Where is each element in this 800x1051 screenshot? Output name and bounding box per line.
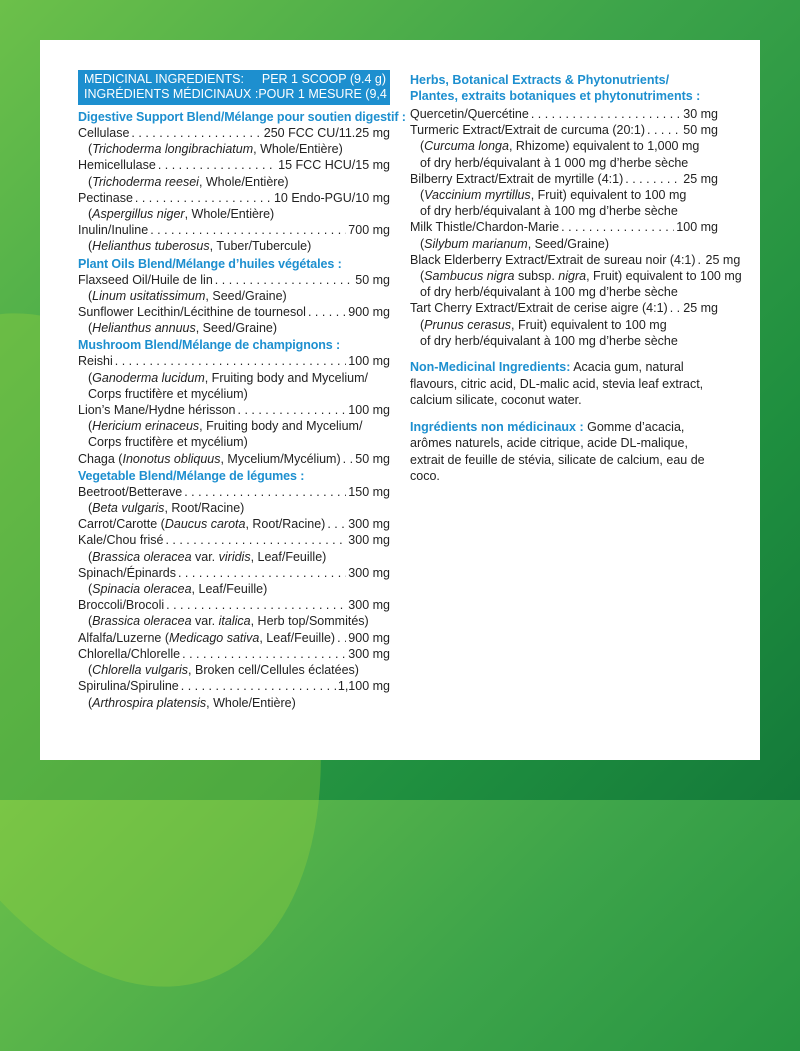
source-text: , Seed/Graine) <box>195 321 278 336</box>
ingredients-panel <box>40 40 760 760</box>
ingredient-name <box>410 300 668 316</box>
ingredient-line <box>78 451 390 467</box>
ingredient-source: (Brassica oleracea var. italica, Herb top/Sommités) <box>88 614 369 629</box>
ingredient-name-text: Chlorella/Chlorelle <box>78 646 181 661</box>
dot-leader <box>625 171 681 187</box>
ingredient-line <box>78 532 390 548</box>
dot-leader <box>308 304 346 320</box>
source-text: , Leaf/Feuille) <box>250 549 327 564</box>
source-text: , Fruit) equivalent to 100 mg <box>530 188 687 203</box>
ingredient-source <box>410 333 718 349</box>
scientific-name: Prunus cerasus <box>424 317 512 332</box>
botanical-items <box>410 106 742 349</box>
dot-leader <box>337 630 346 646</box>
section-title: Mushroom Blend/Mélange de champignons : <box>78 338 341 353</box>
ingredient-name-scientific: Daucus carota <box>164 517 246 532</box>
non-medicinal-en-text: Acacia gum, natural flavours, citric acid, DL-malic acid, stevia leaf extract, calcium silicate, coconut water. <box>410 360 704 408</box>
ingredient-source: (Aspergillus niger, Whole/Entière) <box>88 207 275 222</box>
ingredient-line <box>78 125 390 141</box>
ingredient-line <box>78 190 390 206</box>
ingredient-amount: 100 mg <box>348 403 390 418</box>
ingredient-line <box>78 222 390 238</box>
ingredient-item <box>78 532 390 564</box>
ingredient-line <box>410 300 718 316</box>
ingredient-amount: 1,100 mg <box>337 679 390 694</box>
ingredient-name-text: Kale/Chou frisé <box>78 533 164 548</box>
scientific-name: Curcuma longa <box>424 139 509 154</box>
ingredient-sections <box>78 110 406 711</box>
ingredient-line <box>410 171 718 187</box>
source-text: var. <box>191 614 219 629</box>
source-text: , Broken cell/Cellules éclatées) <box>188 663 359 678</box>
ingredient-name <box>78 402 236 418</box>
ingredient-item <box>410 171 718 220</box>
source-text: , Seed/Graine) <box>527 236 609 251</box>
dot-leader <box>647 122 681 138</box>
scientific-name: viridis <box>218 549 251 564</box>
ingredient-line <box>410 252 741 268</box>
source-text: , Rhizome) equivalent to 1,000 mg <box>508 139 700 154</box>
scientific-name: Brassica oleracea <box>92 614 192 629</box>
botanical-title-line-2: Plantes, extraits botaniques et phytonutriments : <box>410 89 701 103</box>
ingredient-line <box>78 272 390 288</box>
scientific-name: Ganoderma lucidum <box>92 370 205 385</box>
ingredient-item <box>78 678 390 710</box>
ingredient-name <box>410 106 529 122</box>
section-title: Vegetable Blend/Mélange de légumes : <box>78 468 305 483</box>
scientific-name: Silybum marianum <box>424 236 528 251</box>
dot-leader <box>135 190 272 206</box>
non-medicinal-fr <box>410 419 718 485</box>
ingredient-source: (Beta vulgaris, Root/Racine) <box>88 501 245 516</box>
non-medicinal-en-label: Non-Medicinal Ingredients: <box>410 360 571 375</box>
medicinal-ingredients-header <box>78 70 402 105</box>
ingredient-line <box>78 678 390 694</box>
source-text: , Seed/Graine) <box>205 288 287 303</box>
non-medicinal-en <box>410 359 718 409</box>
ingredient-amount: 300 mg <box>348 565 390 580</box>
ingredient-item <box>78 646 390 678</box>
ingredient-name <box>78 304 306 320</box>
dot-leader <box>343 451 354 467</box>
ingredient-item <box>78 272 390 304</box>
ingredient-amount: 10 Endo-PGU/10 mg <box>273 190 390 205</box>
scientific-name: Chlorella vulgaris <box>92 663 189 678</box>
source-text: , Fruit) equivalent to 100 mg <box>511 317 667 332</box>
ingredient-line <box>78 353 390 369</box>
ingredient-item <box>410 252 742 301</box>
ingredient-amount: 25 mg <box>705 252 741 267</box>
ingredient-amount: 300 mg <box>348 533 390 548</box>
ingredient-name-text: Broccoli/Brocoli <box>78 598 165 613</box>
ingredient-name-text: Spirulina/Spiruline <box>78 679 179 694</box>
ingredient-item <box>410 219 718 251</box>
dot-leader <box>670 300 682 316</box>
ingredient-source: (Brassica oleracea var. viridis, Leaf/Feuille) <box>88 549 327 564</box>
ingredient-name <box>78 597 164 613</box>
ingredient-line <box>78 157 390 173</box>
scientific-name: Trichoderma longibrachiatum <box>92 142 254 157</box>
ingredient-name-text: Carrot/Carotte ( <box>78 517 165 532</box>
ingredient-item <box>78 353 390 402</box>
source-text: subsp. <box>514 269 559 284</box>
ingredient-amount: 30 mg <box>683 107 718 121</box>
ingredient-source: (Spinacia oleracea, Leaf/Feuille) <box>88 582 268 597</box>
ingredient-amount: 250 FCC CU/11.25 mg <box>263 126 390 140</box>
source-text: Corps fructifère et mycélium) <box>88 386 248 401</box>
source-text: , Whole/Entière) <box>253 142 343 157</box>
ingredient-source: (Trichoderma reesei, Whole/Entière) <box>88 174 289 189</box>
ingredient-name-tail: , Mycelium/Mycélium) <box>220 451 341 466</box>
source-text: , Tuber/Tubercule) <box>209 239 312 254</box>
ingredient-name-text: Bilberry Extract/Extrait de myrtille (4:1) <box>410 171 624 186</box>
ingredient-name <box>410 252 696 268</box>
dot-leader <box>181 678 336 694</box>
scientific-name: Aspergillus niger <box>92 207 185 222</box>
dot-leader <box>561 219 674 235</box>
scientific-name: Sambucus nigra <box>424 269 515 284</box>
ingredient-name-text: Reishi <box>78 354 113 369</box>
ingredient-source: (Helianthus tuberosus, Tuber/Tubercule) <box>88 239 312 254</box>
ingredient-source: (Ganoderma lucidum, Fruiting body and Mycelium/ <box>88 370 368 385</box>
ingredient-item <box>78 630 390 646</box>
dot-leader <box>182 646 346 662</box>
ingredient-source: (Sambucus nigra subsp. nigra, Fruit) equivalent to 100 mg <box>420 269 742 284</box>
ingredient-amount: 50 mg <box>355 451 390 466</box>
ingredient-amount: 300 mg <box>348 598 390 613</box>
ingredient-item <box>78 484 390 516</box>
dot-leader <box>158 157 276 173</box>
ingredient-source: (Hericium erinaceus, Fruiting body and Mycelium/ <box>88 419 363 434</box>
ingredient-item <box>78 516 390 532</box>
scientific-name: Trichoderma reesei <box>92 174 199 189</box>
botanical-column <box>410 72 742 485</box>
dot-leader <box>178 565 346 581</box>
ingredient-amount: 700 mg <box>348 223 390 238</box>
ingredient-item <box>410 106 718 122</box>
source-text: , Whole/Entière) <box>206 695 296 710</box>
dot-leader <box>131 125 261 141</box>
ingredient-source <box>78 434 390 450</box>
ingredient-amount: 50 mg <box>683 123 718 138</box>
scientific-name: Linum usitatissimum <box>92 288 206 303</box>
scientific-name: italica <box>218 614 251 629</box>
ingredient-source: (Linum usitatissimum, Seed/Graine) <box>88 288 287 303</box>
ingredient-source <box>410 203 718 219</box>
dot-leader <box>184 484 346 500</box>
botanical-section-title <box>410 72 718 104</box>
ingredient-name <box>78 565 176 581</box>
ingredient-name-scientific: Medicago sativa <box>169 630 260 645</box>
ingredient-source: (Vaccinium myrtillus, Fruit) equivalent to 100 mg <box>420 188 687 203</box>
ingredient-source: (Chlorella vulgaris, Broken cell/Cellules éclatées) <box>88 663 359 678</box>
scientific-name: Beta vulgaris <box>92 501 165 516</box>
dot-leader <box>150 222 346 238</box>
ingredient-item <box>78 190 390 222</box>
scientific-name: nigra <box>558 269 587 284</box>
ingredient-item <box>78 222 390 254</box>
ingredient-name <box>78 451 341 467</box>
header-dose-en: PER 1 SCOOP (9.4 g) <box>261 72 386 86</box>
ingredient-amount: 25 mg <box>683 301 718 316</box>
ingredient-amount: 25 mg <box>683 171 718 186</box>
ingredient-name <box>78 157 156 173</box>
ingredient-line <box>78 516 390 532</box>
source-text: , Leaf/Feuille) <box>191 582 268 597</box>
ingredient-source: (Trichoderma longibrachiatum, Whole/Entière) <box>88 142 343 157</box>
non-medicinal-fr-text: Gomme d’acacia, arômes naturels, acide citrique, acide DL-malique, extrait de feuille de stévia, silicate de calcium, eau de coco. <box>410 419 705 484</box>
section-title: Digestive Support Blend/Mélange pour soutien digestif : <box>78 110 406 124</box>
ingredient-line <box>410 219 718 235</box>
ingredient-line <box>78 484 390 500</box>
ingredient-name-text: Inulin/Inuline <box>78 223 149 238</box>
ingredient-name-text: Milk Thistle/Chardon-Marie <box>410 220 560 235</box>
ingredient-name-text: Cellulase <box>78 126 130 140</box>
ingredient-name <box>78 646 180 662</box>
ingredient-item <box>78 565 390 597</box>
ingredient-amount: 900 mg <box>348 630 390 645</box>
ingredient-name-tail: , Leaf/Feuille) <box>259 630 336 645</box>
source-text: , Fruiting body and Mycelium/ <box>199 419 363 434</box>
ingredient-item <box>78 402 390 451</box>
ingredient-source: (Arthrospira platensis, Whole/Entière) <box>88 695 296 710</box>
ingredient-name-text: Turmeric Extract/Extrait de curcuma (20:1) <box>410 123 646 138</box>
ingredient-name <box>410 122 645 138</box>
ingredient-source <box>78 386 390 402</box>
ingredient-source <box>410 284 718 300</box>
ingredient-name-text: Lion’s Mane/Hydne hérisson <box>78 403 236 418</box>
ingredient-name <box>78 272 213 288</box>
ingredient-line <box>410 106 718 122</box>
ingredient-amount: 100 mg <box>676 220 718 235</box>
dot-leader <box>115 353 347 369</box>
ingredient-name-text: Quercetin/Quercétine <box>410 107 529 121</box>
source-text: , Root/Racine) <box>164 501 245 516</box>
ingredient-name <box>78 516 325 532</box>
botanical-title-line-1: Herbs, Botanical Extracts & Phytonutrients/ <box>410 73 670 87</box>
ingredient-line <box>78 565 390 581</box>
ingredient-name-tail: , Root/Racine) <box>245 517 326 532</box>
source-text: of dry herb/équivalant à 100 mg d’herbe sèche <box>420 204 678 219</box>
dot-leader <box>165 532 346 548</box>
ingredient-line <box>78 597 390 613</box>
ingredient-line <box>78 646 390 662</box>
source-text: of dry herb/équivalant à 100 mg d’herbe sèche <box>420 285 678 300</box>
scientific-name: Brassica oleracea <box>92 549 192 564</box>
ingredient-name-text: Pectinase <box>78 190 133 205</box>
ingredient-name <box>410 219 559 235</box>
source-text: Corps fructifère et mycélium) <box>88 435 248 450</box>
source-text: var. <box>191 549 219 564</box>
ingredient-item <box>410 122 718 171</box>
scientific-name: Spinacia oleracea <box>92 582 192 597</box>
ingredient-line <box>410 122 718 138</box>
dot-leader <box>698 252 704 268</box>
scientific-name: Arthrospira platensis <box>92 695 207 710</box>
scientific-name: Helianthus tuberosus <box>92 239 210 254</box>
ingredient-source: (Prunus cerasus, Fruit) equivalent to 100 mg <box>420 317 667 332</box>
section-title: Plant Oils Blend/Mélange d’huiles végétales : <box>78 256 342 271</box>
ingredient-item <box>78 125 390 157</box>
dot-leader <box>531 106 681 122</box>
ingredient-name-text: Black Elderberry Extract/Extrait de sureau noir (4:1) <box>410 252 696 267</box>
ingredient-name-text: Spinach/Épinards <box>78 565 176 580</box>
ingredient-item <box>410 300 718 349</box>
ingredient-name-text: Flaxseed Oil/Huile de lin <box>78 272 213 287</box>
header-label-fr: INGRÉDIENTS MÉDICINAUX : <box>84 87 259 101</box>
dot-leader <box>166 597 346 613</box>
medicinal-ingredients-column <box>78 70 406 711</box>
ingredient-name-scientific: Inonotus obliquus <box>122 451 221 466</box>
dot-leader <box>215 272 353 288</box>
ingredient-name <box>78 190 133 206</box>
ingredient-name-text: Hemicellulase <box>78 158 156 173</box>
header-label-en: MEDICINAL INGREDIENTS: <box>84 72 244 86</box>
ingredient-line <box>78 304 390 320</box>
ingredient-name <box>78 222 148 238</box>
ingredient-item <box>78 597 390 629</box>
ingredient-name <box>78 678 179 694</box>
ingredient-name-text: Sunflower Lecithin/Lécithine de tournesol <box>78 305 306 320</box>
source-text: , Fruiting body and Mycelium/ <box>204 370 368 385</box>
ingredient-name <box>78 125 129 141</box>
ingredient-line <box>78 630 390 646</box>
source-text: , Fruit) equivalent to 100 mg <box>586 269 742 284</box>
ingredient-name-text: Chaga ( <box>78 451 123 466</box>
ingredient-name <box>78 484 182 500</box>
ingredient-source: (Curcuma longa, Rhizome) equivalent to 1,000 mg <box>420 139 700 154</box>
ingredient-amount: 300 mg <box>348 646 390 661</box>
ingredient-name-text: Beetroot/Betterave <box>78 484 183 499</box>
source-text: , Whole/Entière) <box>184 207 275 222</box>
ingredient-name-text: Alfalfa/Luzerne ( <box>78 630 170 645</box>
ingredient-name <box>78 630 335 646</box>
dot-leader <box>238 402 347 418</box>
ingredient-source: (Silybum marianum, Seed/Graine) <box>420 236 609 251</box>
ingredient-name <box>78 353 113 369</box>
ingredient-item <box>78 304 390 336</box>
scientific-name: Helianthus annuus <box>92 321 196 336</box>
dot-leader <box>327 516 346 532</box>
source-text: , Whole/Entière) <box>198 174 289 189</box>
ingredient-source <box>410 155 718 171</box>
source-text: of dry herb/équivalant à 100 mg d’herbe sèche <box>420 333 678 348</box>
ingredient-amount: 100 mg <box>348 354 390 369</box>
ingredient-amount: 900 mg <box>348 305 390 320</box>
ingredient-source: (Helianthus annuus, Seed/Graine) <box>88 321 278 336</box>
scientific-name: Vaccinium myrtillus <box>424 188 531 203</box>
scientific-name: Hericium erinaceus <box>92 419 200 434</box>
ingredient-item <box>78 451 390 467</box>
header-dose-fr: POUR 1 MESURE (9,4 g) <box>258 87 402 101</box>
ingredient-line <box>78 402 390 418</box>
ingredient-amount: 150 mg <box>348 484 390 499</box>
source-text: , Herb top/Sommités) <box>250 614 369 629</box>
ingredient-name-text: Tart Cherry Extract/Extrait de cerise aigre (4:1) <box>410 301 668 316</box>
ingredient-item <box>78 157 390 189</box>
ingredient-name <box>78 532 163 548</box>
non-medicinal-fr-label: Ingrédients non médicinaux : <box>410 419 584 434</box>
ingredient-amount: 15 FCC HCU/15 mg <box>278 158 390 173</box>
ingredient-name <box>410 171 623 187</box>
ingredient-amount: 50 mg <box>355 272 390 287</box>
ingredient-amount: 300 mg <box>348 517 390 532</box>
source-text: of dry herb/équivalant à 1 000 mg d’herbe sèche <box>420 155 689 170</box>
